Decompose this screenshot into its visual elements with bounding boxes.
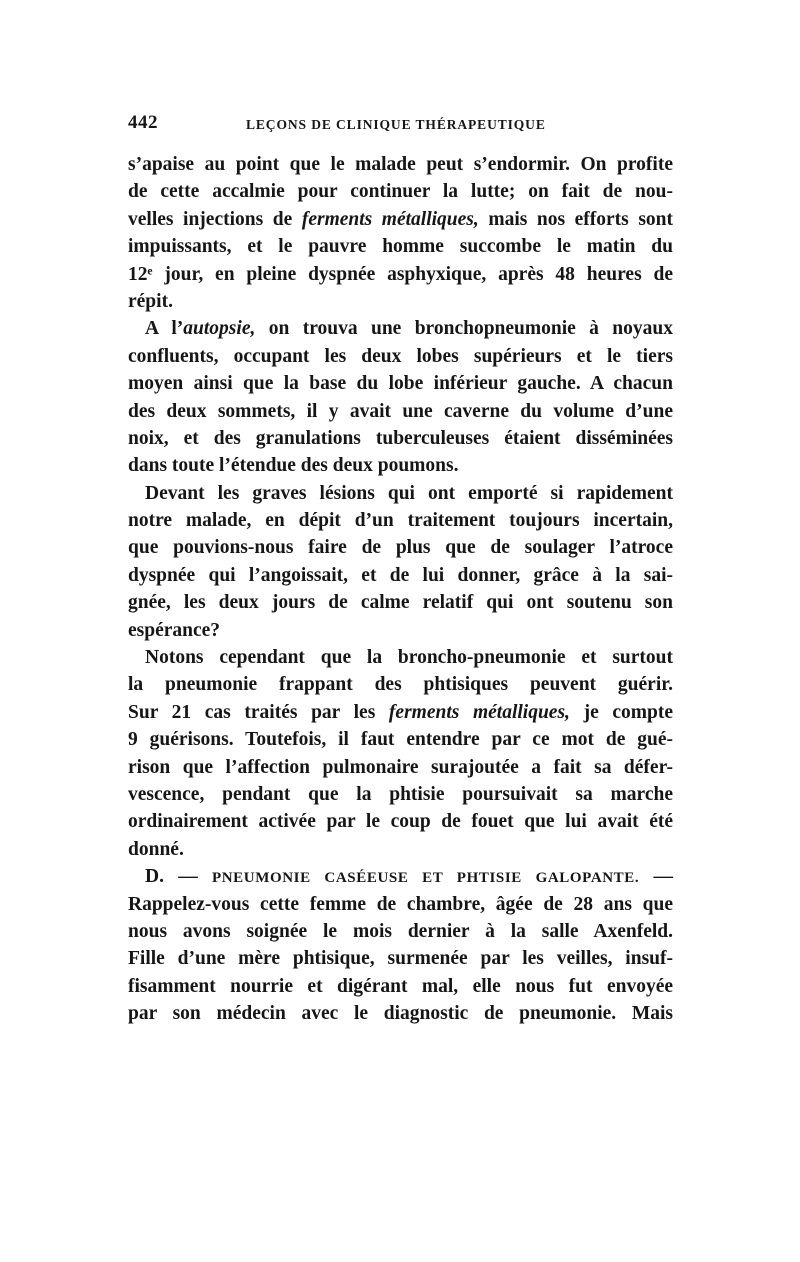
running-head <box>128 112 673 136</box>
text-line: gnée, les deux jours de calme relatif qui ont soutenu son <box>128 592 673 614</box>
text-line: Notons cependant que la broncho-pneumonie et surtout <box>145 647 673 669</box>
text-line: des deux sommets, il y avait une caverne du volume d’une <box>128 400 673 422</box>
running-title: LEÇONS DE CLINIQUE THÉRAPEUTIQUE <box>246 117 546 132</box>
text-line: vescence, pendant que la phtisie poursuivait sa marche <box>128 783 673 805</box>
text-segment: — <box>639 866 673 888</box>
text-line: moyen ainsi que la base du lobe inférieur gauche. A chacun <box>128 373 673 395</box>
text-line: répit. <box>128 290 173 312</box>
section-heading: PNEUMONIE CASÉEUSE ET PHTISIE GALOPANTE. <box>211 870 640 887</box>
text-line: de cette accalmie pour continuer la lutte; on fait de nou- <box>128 181 673 203</box>
text-line: 9 guérisons. Toutefois, il faut entendre par ce mot de gué- <box>128 729 673 751</box>
text-line: que pouvions-nous faire de plus que de soulager l’atroce <box>128 537 673 559</box>
text-line: la pneumonie frappant des phtisiques peuvent guérir. <box>128 674 673 696</box>
text-line: confluents, occupant les deux lobes supérieurs et le tiers <box>128 345 673 367</box>
text-line: Fille d’une mère phtisique, surmenée par les veilles, insuf- <box>128 948 673 970</box>
text-line <box>128 315 673 342</box>
italic-term: autopsie, <box>183 318 256 340</box>
text-line: donné. <box>128 838 184 860</box>
text-line: s’apaise au point que le malade peut s’endormir. On profite <box>128 154 673 175</box>
text-line: par son médecin avec le diagnostic de pneumonie. Mais <box>128 1003 673 1025</box>
page-number: 442 <box>128 112 158 133</box>
text-segment: A l’ <box>145 318 184 340</box>
text-line <box>128 206 673 233</box>
text-line: 12ᵉ jour, en pleine dyspnée asphyxique, après 48 heures de <box>128 263 673 285</box>
text-segment: je compte <box>569 701 673 723</box>
text-line: impuissants, et le pauvre homme succombe le matin du <box>128 236 673 258</box>
text-line: nous avons soignée le mois dernier à la salle Axenfeld. <box>128 920 673 942</box>
body-text <box>128 151 673 1028</box>
section-label: D. — <box>145 866 212 888</box>
text-line: dyspnée qui l’angoissait, et de lui donner, grâce à la sai- <box>128 564 673 586</box>
text-line: fisamment nourrie et digérant mal, elle nous fut envoyée <box>128 975 673 997</box>
text-line: Rappelez-vous cette femme de chambre, âgée de 28 ans que <box>128 893 673 915</box>
italic-term: ferments métalliques, <box>388 701 570 723</box>
text-line: dans toute l’étendue des deux poumons. <box>128 455 459 477</box>
text-line: noix, et des granulations tuberculeuses étaient disséminées <box>128 427 673 449</box>
text-line: notre malade, en dépit d’un traitement toujours incertain, <box>128 510 673 532</box>
text-line: Devant les graves lésions qui ont emporté si rapidement <box>145 482 673 504</box>
text-line: rison que l’affection pulmonaire surajoutée a fait sa défer- <box>128 756 673 778</box>
text-segment: on trouva une bronchopneumonie à noyaux <box>255 318 673 340</box>
text-line: espérance? <box>128 619 221 641</box>
text-segment: mais nos efforts sont <box>478 208 673 230</box>
text-line <box>128 699 673 726</box>
text-line: ordinairement activée par le coup de fouet que lui avait été <box>128 811 673 833</box>
italic-term: ferments métalliques, <box>301 208 479 230</box>
text-segment: velles injections de <box>128 208 302 230</box>
section-heading-line <box>128 863 673 890</box>
text-segment: Sur 21 cas traités par les <box>128 701 389 723</box>
